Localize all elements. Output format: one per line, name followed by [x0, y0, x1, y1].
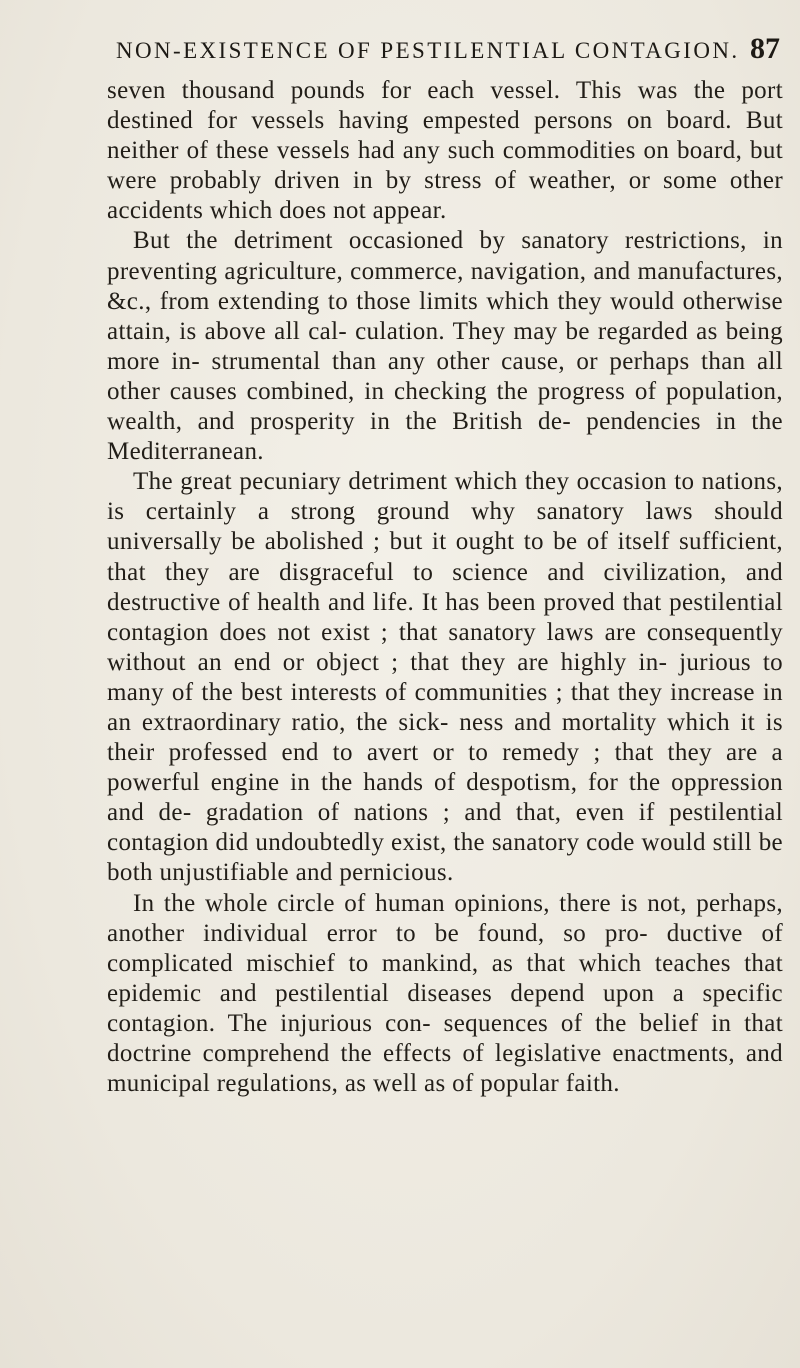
page-number: 87: [750, 32, 780, 65]
paragraph-continuation: seven thousand pounds for each vessel. This was the port destined for vessels having empested persons on board. But neither of these vessels had any such commodities on board, but were probably driven in by stress of weather, or some other accidents which does not appear.: [107, 77, 783, 225]
body-text: [107, 76, 783, 1099]
running-title: NON-EXISTENCE OF PESTILENTIAL CONTAGION.: [116, 38, 740, 63]
running-head: [116, 34, 780, 70]
paragraph-sanatory-detriment: But the detriment occasioned by sanatory restrictions, in preventing agriculture, commerce, navigation, and manufactures, &c., from extending to those limits which they would otherwise attain, is above all cal- culation. They may be regarded as being more in- strumental than any other cause, or perhaps than all other causes combined, in checking the progress of population, wealth, and prosperity in the British de- pendencies in the Mediterranean.: [107, 227, 783, 466]
paragraph-pecuniary-detriment: The great pecuniary detriment which they occasion to nations, is certainly a strong ground why sanatory laws should universally be abolished ; but it ought to be of itself sufficient, that they are disgraceful to science and civilization, and destructive of health and life. It has been proved that pestilential contagion does not exist ; that sanatory laws are consequently without an end or object ; that they are highly in- jurious to many of the best interests of communities ; that they increase in an extraordinary ratio, the sick- ness and mortality which it is their professed end to avert or to remedy ; that they are a powerful engine in the hands of despotism, for the oppression and de- gradation of nations ; and that, even if pestilential contagion did undoubtedly exist, the sanatory code would still be both unjustifiable and pernicious.: [107, 468, 783, 887]
paragraph-human-opinions: In the whole circle of human opinions, there is not, perhaps, another individual error to be found, so pro- ductive of complicated mischief to mankind, as that which teaches that epidemic and pestilential diseases depend upon a specific contagion. The injurious con- sequences of the belief in that doctrine comprehend the effects of legislative enactments, and municipal regulations, as well as of popular faith.: [107, 889, 783, 1098]
